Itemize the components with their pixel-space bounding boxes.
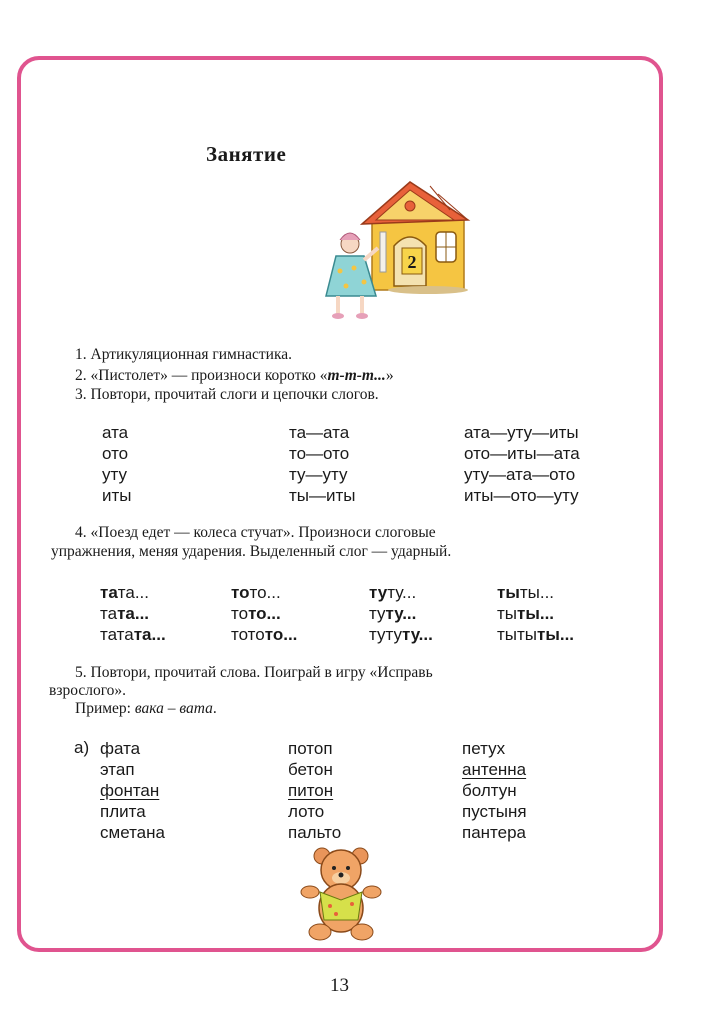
stress-item: тыты... [497,583,555,602]
house-number: 2 [407,252,417,272]
page-title: Занятие [206,142,287,166]
word: плита [100,802,146,821]
stress-item: тыты... [497,604,555,623]
syllable: уту [102,465,127,484]
word: лото [288,802,325,821]
page-number: 13 [330,975,349,996]
word: болтун [462,781,517,800]
task-4-line-2: упражнения, меняя ударения. Выделенный слог — ударный. [51,543,452,560]
stress-item: туту... [369,583,417,602]
instruction-2 [75,367,394,385]
instruction-2-close: » [385,367,394,384]
word: сметана [100,823,165,842]
word: фата [100,739,141,758]
syllable-chain: та—ата [289,423,350,442]
example-end: . [212,700,217,717]
word: пантера [462,823,527,842]
stress-col-to [231,582,297,645]
stress-item: тотото... [231,625,298,644]
task-4-line-1: 4. «Поезд едет — колеса стучат». Произноси слоговые [75,524,436,541]
stress-item: тата... [100,583,150,602]
word: петух [462,739,506,758]
stress-item: туту... [369,604,417,623]
word: пальто [288,823,342,842]
stress-col-ta [100,582,166,645]
task-5-line-1: 5. Повтори, прочитай слова. Поиграй в игру «Исправь [75,664,433,681]
word: потоп [288,739,333,758]
words-marker: а) [74,738,90,757]
stress-item: тутуту... [369,625,433,644]
words-col-2 [288,738,341,843]
instruction-2-sound: т-т-т... [327,367,386,384]
word: антенна [462,760,527,779]
stress-item: тото... [231,583,281,602]
word: фонтан [100,781,160,800]
syllable-chain: ту—уту [289,465,348,484]
syllable: ото [102,444,129,463]
example-label: Пример: [75,700,135,717]
instruction-1: 1. Артикуляционная гимнастика. [75,346,292,363]
words-col-3 [462,738,527,843]
syllable-chain: иты—ото—уту [464,486,579,505]
instruction-2-text: 2. «Пистолет» — произноси коротко « [75,367,328,384]
teddy-bear-illustration [296,846,386,942]
example-text: вака – вата [134,700,213,717]
word: питон [288,781,334,800]
syllables-col-2 [289,422,356,506]
syllable-chain: уту—ата—ото [464,465,576,484]
syllable: иты [102,486,132,505]
syllable-chain: ата—уту—иты [464,423,579,442]
syllable: ата [102,423,129,442]
word: бетон [288,760,333,779]
instruction-3: 3. Повтори, прочитай слоги и цепочки слогов. [75,386,379,403]
syllable-chain: ото—иты—ата [464,444,580,463]
house-girl-illustration [318,176,480,326]
task-5-example [75,700,217,718]
stress-item: тытыты... [497,625,575,644]
word: пустыня [462,802,527,821]
stress-item: татата... [100,625,166,644]
word: этап [100,760,135,779]
task-5-line-2: взрослого». [49,682,127,699]
stress-col-tu [369,582,433,645]
words-col-1 [100,738,165,843]
syllable-chain: то—ото [289,444,350,463]
stress-item: тата... [100,604,150,623]
syllables-col-1 [102,422,132,506]
syllable-chain: ты—иты [289,486,356,505]
stress-item: тото... [231,604,281,623]
syllables-col-3 [464,422,580,506]
stress-col-ty [497,582,574,645]
